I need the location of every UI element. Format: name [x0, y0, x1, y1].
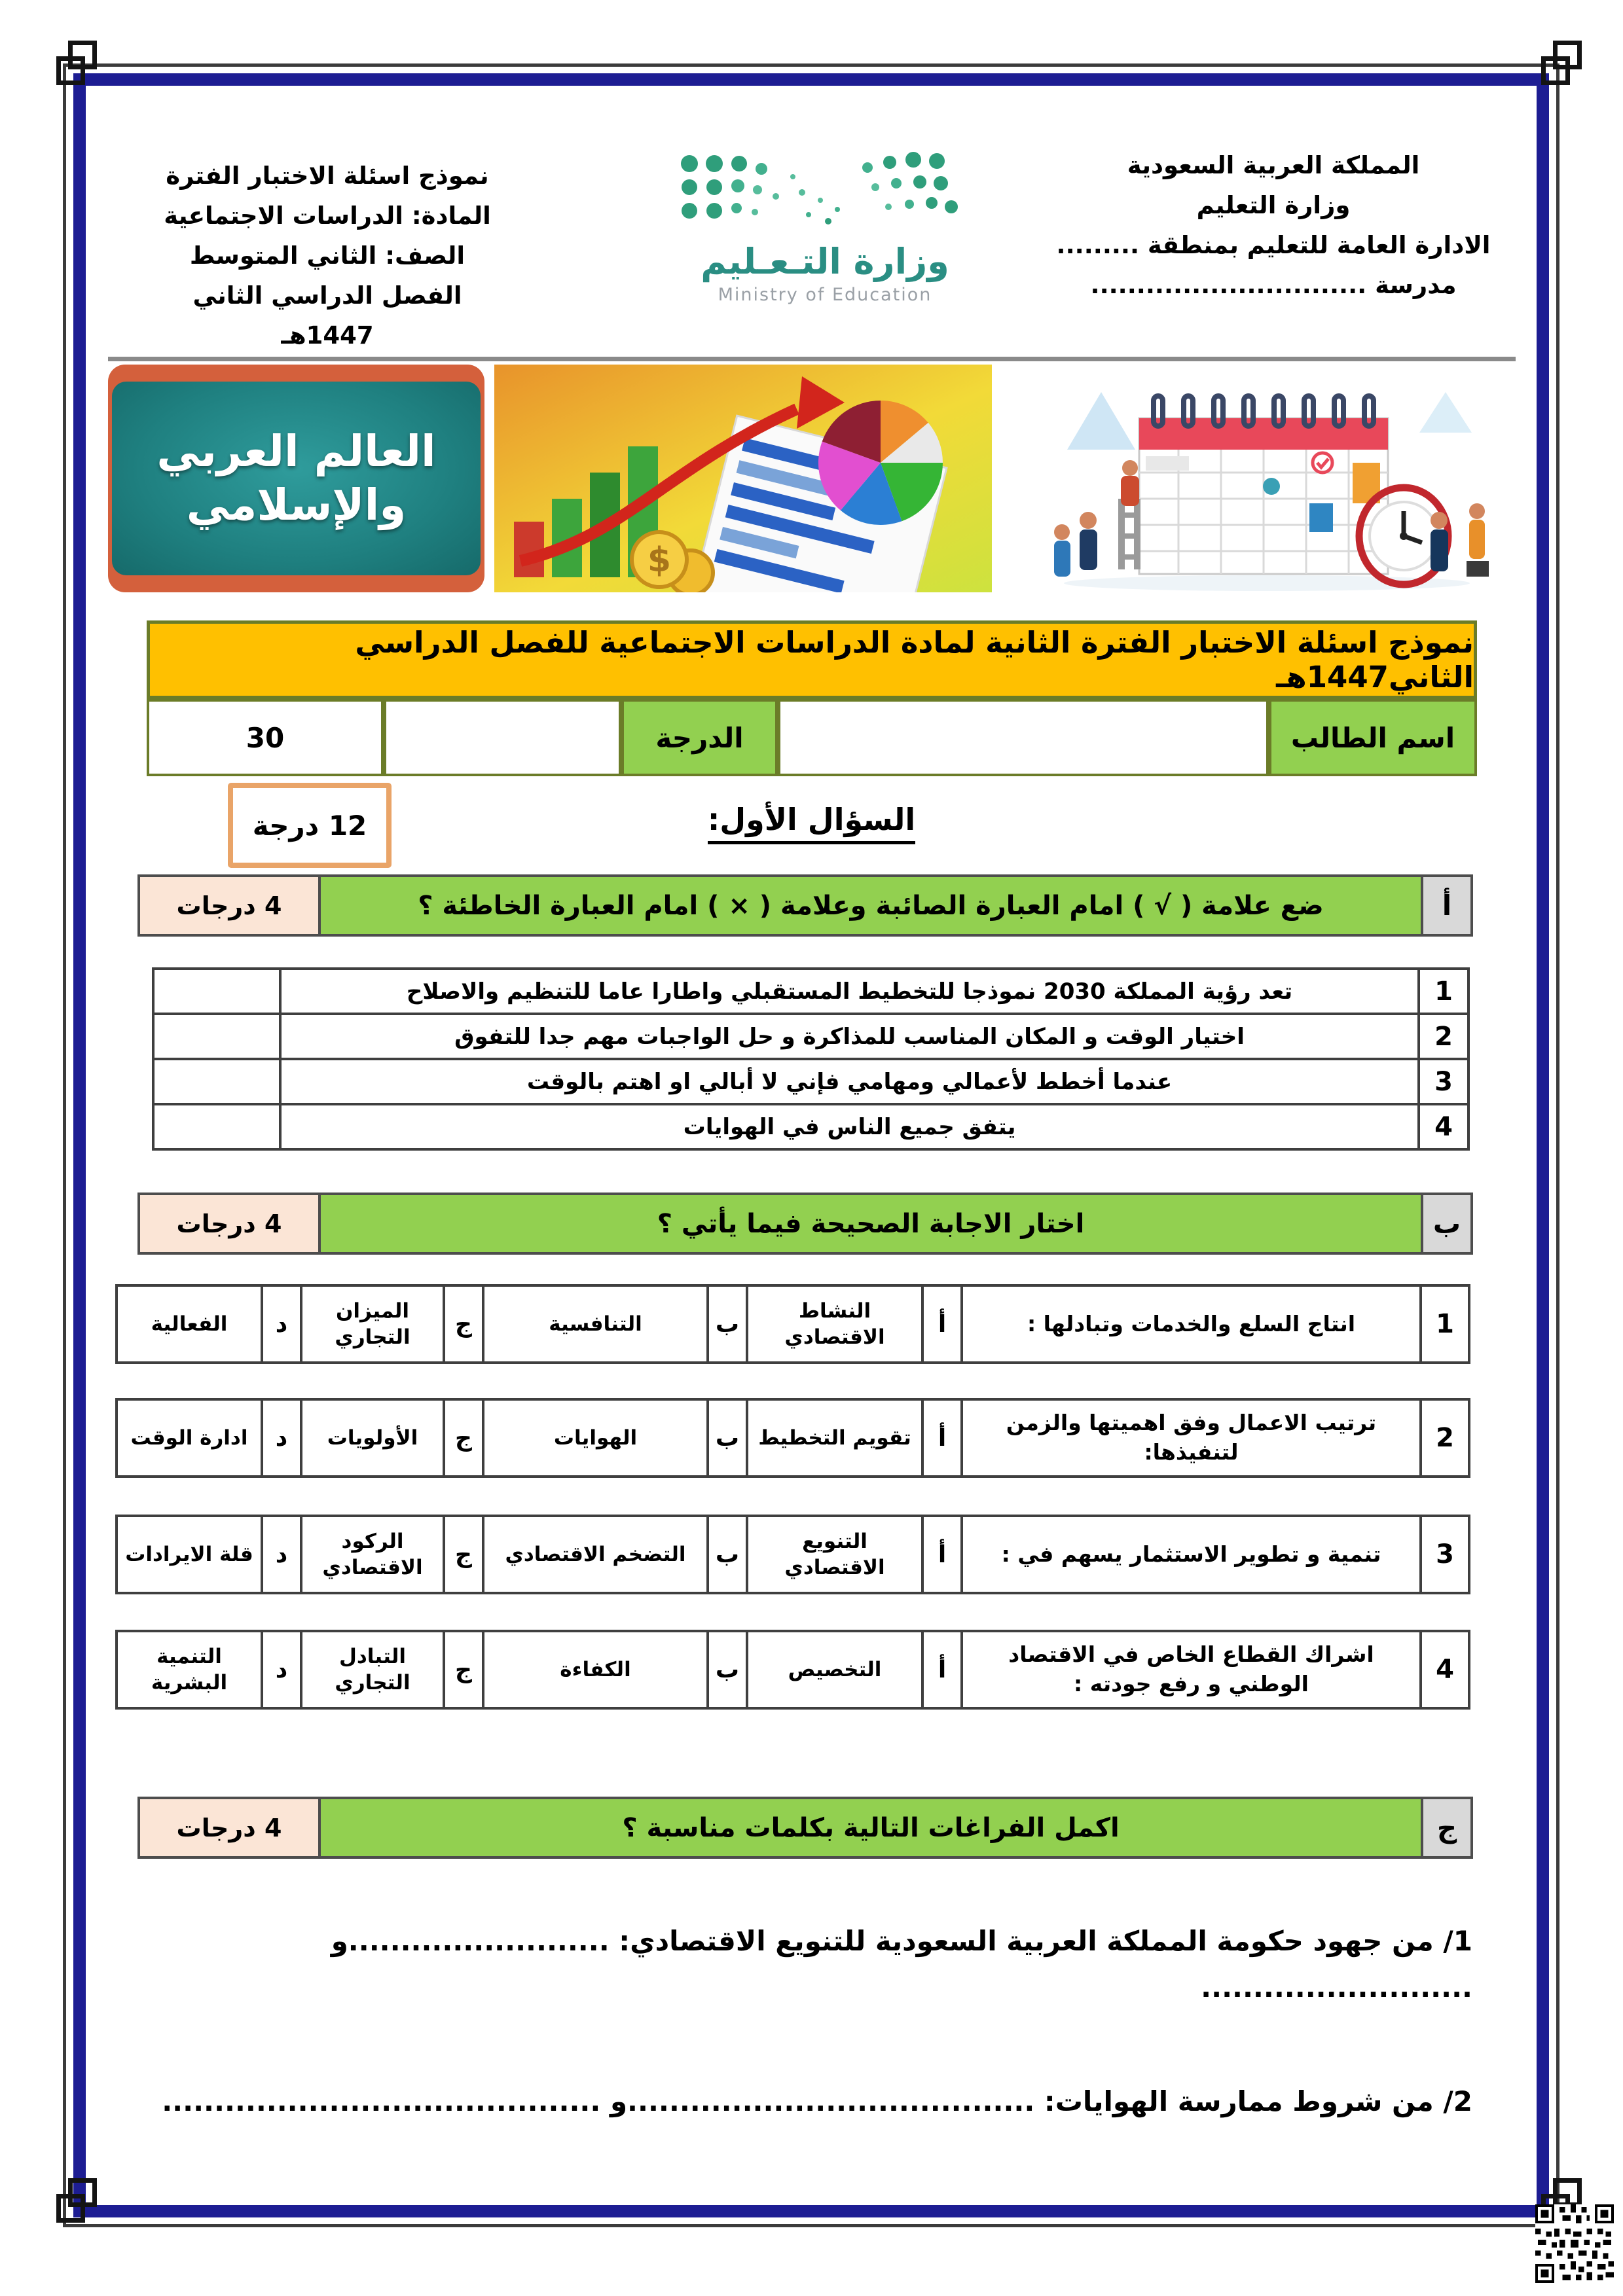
- section-b-letter: ب: [1421, 1193, 1473, 1255]
- section-a-instruction: ضع علامة ( √ ) امام العبارة الصائبة وعلامة ( × ) امام العبارة الخاطئة ؟: [318, 874, 1423, 937]
- svg-text:$: $: [647, 541, 672, 580]
- option-letter-c[interactable]: ج: [443, 1515, 484, 1594]
- tf-answer-cell[interactable]: [152, 1103, 282, 1151]
- option-text-b[interactable]: الكفاءة: [482, 1630, 709, 1710]
- section-c-instruction: اكمل الفراغات التالية بكلمات مناسبة ؟: [318, 1797, 1423, 1859]
- ministry-header-block: [1021, 145, 1525, 305]
- student-name-field[interactable]: [778, 699, 1269, 776]
- tf-answer-cell[interactable]: [152, 1058, 282, 1105]
- mcq-number: 2: [1419, 1398, 1470, 1478]
- tf-row: [152, 1103, 1470, 1151]
- corner-knot-ornament: [1525, 41, 1582, 97]
- mcq-row: [118, 1398, 1470, 1478]
- option-text-a[interactable]: النشاط الاقتصادي: [746, 1284, 924, 1364]
- option-text-b[interactable]: التنافسية: [482, 1284, 709, 1364]
- total-marks: 30: [147, 699, 384, 776]
- option-letter-b[interactable]: ب: [706, 1630, 748, 1710]
- option-letter-a[interactable]: أ: [921, 1630, 963, 1710]
- mcq-row: [118, 1515, 1470, 1594]
- student-grade-row: [147, 699, 1477, 776]
- true-false-table: [152, 967, 1470, 1151]
- calendar-illustration-icon: [1015, 365, 1516, 592]
- tf-statement: تعد رؤية المملكة 2030 نموذجا للتخطيط المستقبلي واطارا عاما للتنظيم والاصلاح: [279, 967, 1420, 1015]
- option-letter-d[interactable]: د: [261, 1515, 302, 1594]
- ministry-line: مدرسة ..............................: [1090, 271, 1457, 300]
- option-text-b[interactable]: التضخم الاقتصادي: [482, 1515, 709, 1594]
- option-text-c[interactable]: الركود الاقتصادي: [300, 1515, 445, 1594]
- section-b-instruction: اختار الاجابة الصحيحة فيما يأتي ؟: [318, 1193, 1423, 1255]
- corner-knot-ornament: [41, 2178, 97, 2234]
- exam-info-block: [137, 156, 517, 355]
- tf-statement: اختيار الوقت و المكان المناسب للمذاكرة و حل الواجبات مهم جدا للتفوق: [279, 1013, 1420, 1060]
- option-text-d[interactable]: الفعالية: [115, 1284, 263, 1364]
- section-a-points: 4 درجات: [137, 874, 321, 937]
- mcq-question: ترتيب الاعمال وفق اهميتها والزمن لتنفيذها:: [960, 1398, 1422, 1478]
- option-letter-b[interactable]: ب: [706, 1515, 748, 1594]
- tf-number: 2: [1417, 1013, 1470, 1060]
- question1-heading: السؤال الأول:: [0, 802, 1623, 837]
- mcq-question: تنمية و تطوير الاستثمار يسهم في :: [960, 1515, 1422, 1594]
- tf-statement: يتفق جميع الناس في الهوايات: [279, 1103, 1420, 1151]
- fill-blank-2[interactable]: 2/ من شروط ممارسة الهوايات: .......................................و ..........................................: [162, 2085, 1472, 2117]
- option-letter-a[interactable]: أ: [921, 1398, 963, 1478]
- exam-info-line: الصف: الثاني المتوسط: [189, 242, 465, 270]
- option-letter-b[interactable]: ب: [706, 1284, 748, 1364]
- arab-islamic-world-sign: [108, 365, 484, 592]
- exam-info-line: الفصل الدراسي الثاني: [192, 281, 462, 310]
- option-text-c[interactable]: الأولويات: [300, 1398, 445, 1478]
- mcq-number: 3: [1419, 1515, 1470, 1594]
- moe-logo-dots-icon: [671, 149, 979, 234]
- option-letter-c[interactable]: ج: [443, 1284, 484, 1364]
- ministry-line: المملكة العربية السعودية: [1127, 151, 1420, 179]
- tf-number: 3: [1417, 1058, 1470, 1105]
- chart-illustration-icon: [494, 365, 992, 592]
- fill-blank-1[interactable]: 1/ من جهود حكومة المملكة العربية السعودية للتنويع الاقتصادي: .........................و ..........................: [331, 1925, 1472, 2004]
- option-letter-c[interactable]: ج: [443, 1398, 484, 1478]
- option-letter-d[interactable]: د: [261, 1284, 302, 1364]
- tf-row: [152, 1013, 1470, 1060]
- mcq-number: 4: [1419, 1630, 1470, 1710]
- tf-answer-cell[interactable]: [152, 967, 282, 1015]
- section-b-points: 4 درجات: [137, 1193, 321, 1255]
- exam-title-text: نموذج اسئلة الاختبار الفترة الثانية لمادة الدراسات الاجتماعية للفصل الدراسي الثاني1447هـ: [355, 625, 1474, 694]
- section-c-bar: [137, 1797, 1473, 1859]
- exam-info-line: المادة: الدراسات الاجتماعية: [164, 202, 491, 230]
- qr-code-icon: [1535, 2204, 1614, 2283]
- mcq-question: اشراك القطاع الخاص في الاقتصاد الوطني و رفع جودته :: [960, 1630, 1422, 1710]
- grade-field[interactable]: [384, 699, 621, 776]
- option-text-d[interactable]: التنمية البشرية: [115, 1630, 263, 1710]
- option-text-a[interactable]: تقويم التخطيط: [746, 1398, 924, 1478]
- header-divider: [108, 357, 1516, 361]
- tf-answer-cell[interactable]: [152, 1013, 282, 1060]
- option-text-c[interactable]: الميزان التجاري: [300, 1284, 445, 1364]
- option-text-c[interactable]: التبادل التجاري: [300, 1630, 445, 1710]
- option-letter-b[interactable]: ب: [706, 1398, 748, 1478]
- mcq-row: [118, 1284, 1470, 1364]
- tf-row: [152, 967, 1470, 1015]
- option-text-d[interactable]: ادارة الوقت: [115, 1398, 263, 1478]
- option-letter-a[interactable]: أ: [921, 1515, 963, 1594]
- mcq-question: انتاج السلع والخدمات وتبادلها :: [960, 1284, 1422, 1364]
- option-text-a[interactable]: التنويع الاقتصادي: [746, 1515, 924, 1594]
- student-name-label: اسم الطالب: [1269, 699, 1477, 776]
- ministry-line: وزارة التعليم: [1196, 191, 1351, 220]
- option-letter-c[interactable]: ج: [443, 1630, 484, 1710]
- section-a-letter: أ: [1421, 874, 1473, 937]
- tf-number: 1: [1417, 967, 1470, 1015]
- section-c-letter: ج: [1421, 1797, 1473, 1859]
- moe-logo-english: Ministry of Education: [718, 285, 932, 305]
- section-c-points: 4 درجات: [137, 1797, 321, 1859]
- section-b-bar: [137, 1193, 1473, 1255]
- tf-statement: عندما أخطط لأعمالي ومهامي فإني لا أبالي او اهتم بالوقت: [279, 1058, 1420, 1105]
- exam-info-line: نموذج اسئلة الاختبار الفترة: [166, 162, 489, 190]
- exam-info-line: 1447هـ: [281, 321, 374, 350]
- option-text-b[interactable]: الهوايات: [482, 1398, 709, 1478]
- option-text-a[interactable]: التخصيص: [746, 1630, 924, 1710]
- tf-number: 4: [1417, 1103, 1470, 1151]
- economy-chart-image: [494, 365, 992, 592]
- sign-text: العالم العربي والإسلامي: [156, 425, 436, 530]
- ministry-line: الادارة العامة للتعليم بمنطقة .........: [1056, 231, 1491, 260]
- moe-logo-arabic: وزارة التـعـليم: [701, 241, 949, 282]
- option-letter-d[interactable]: د: [261, 1398, 302, 1478]
- mcq-number: 1: [1419, 1284, 1470, 1364]
- corner-knot-ornament: [41, 41, 97, 97]
- moe-logo: [648, 149, 1002, 305]
- question1-points-badge: 12 درجة: [228, 783, 392, 868]
- option-letter-a[interactable]: أ: [921, 1284, 963, 1364]
- option-text-d[interactable]: قلة الايرادات: [115, 1515, 263, 1594]
- mcq-row: [118, 1630, 1470, 1710]
- exam-title-bar: [147, 620, 1477, 699]
- banner-strip: [108, 365, 1516, 592]
- calendar-planning-image: [1015, 365, 1516, 592]
- qr-code: [1535, 2204, 1614, 2283]
- tf-row: [152, 1058, 1470, 1105]
- grade-label: الدرجة: [621, 699, 778, 776]
- section-a-bar: [137, 874, 1473, 937]
- option-letter-d[interactable]: د: [261, 1630, 302, 1710]
